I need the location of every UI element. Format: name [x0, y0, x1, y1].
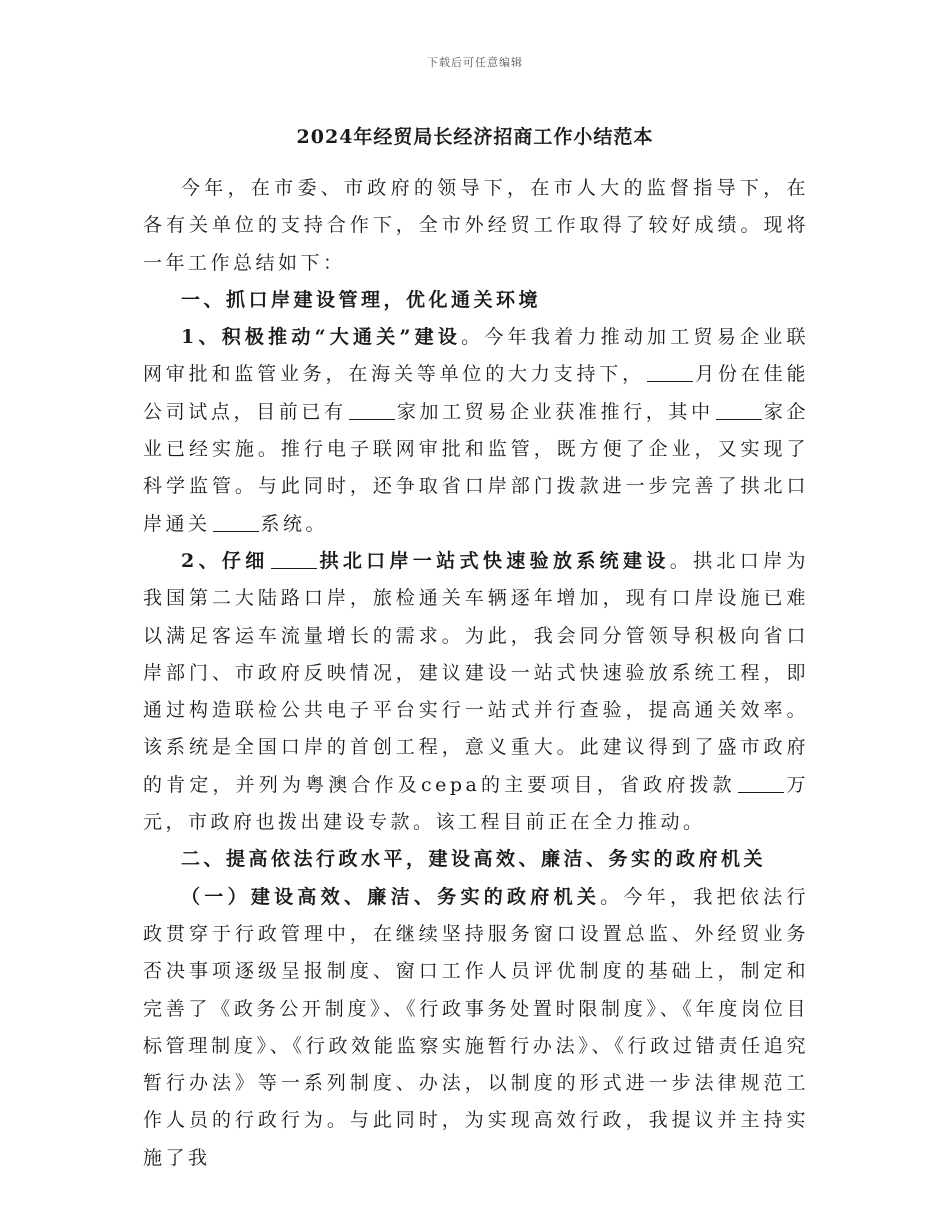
- paragraph-text: 月份在佳能公司试点，目前已有: [143, 363, 809, 423]
- paragraph-text: 系统。: [260, 512, 329, 535]
- item-lead: （一）建设高效、廉洁、务实的政府机关: [181, 885, 601, 908]
- heading-text: 二、提高依法行政水平，建设高效、廉洁、务实的政府机关: [181, 848, 767, 871]
- item-lead: 2、仔细: [181, 549, 269, 572]
- item-lead: 1、积极推动“大通关”建设: [181, 326, 462, 349]
- fill-blank: [738, 776, 784, 793]
- section-heading-2: [143, 841, 809, 878]
- heading-text: 一、抓口岸建设管理，优化通关环境: [181, 288, 542, 311]
- fill-blank: [271, 552, 317, 569]
- paragraph-text: 今年，在市委、市政府的领导下，在市人大的监督指导下，在各有关单位的支持合作下，全市外经贸工作取得了较好成绩。现将一年工作总结如下：: [143, 177, 809, 274]
- paragraph-item-2: [143, 543, 809, 841]
- fill-blank: [716, 403, 762, 420]
- fill-blank: [213, 515, 259, 532]
- header-note: 下载后可任意编辑: [427, 56, 523, 69]
- document-body: [143, 170, 809, 1177]
- paragraph-text: 万元，市政府也拨出建设专款。该工程目前正在全力推动。: [143, 773, 809, 834]
- paragraph-text: 。今年，我把依法行政贯穿于行政管理中，在继续坚持服务窗口设置总监、外经贸业务否决事项逐级呈报制度、窗口工作人员评优制度的基础上，制定和完善了《政务公开制度》、《行政事务处置时限制度》、《年度岗位目标管理制度》、《行政效能监察实施暂行办法》、《行政过错责任追究暂行办法》等一系列制度、办法，以制度的形式进一步法律规范工作人员的行政行为。与此同时，为实现高效行政，我提议并主持实施了我: [143, 885, 809, 1169]
- fill-blank: [647, 365, 693, 382]
- paragraph-subsection-1: [143, 879, 809, 1177]
- paragraph-text: 家企业已经实施。推行电子联网审批和监管，既方便了企业，又实现了科学监管。与此同时，还争取省口岸部门拨款进一步完善了拱北口岸通关: [143, 400, 809, 535]
- paragraph-item-1: [143, 319, 809, 543]
- fill-blank: [349, 403, 395, 420]
- document-title: 2024年经贸局长经济招商工作小结范本: [296, 126, 654, 148]
- paragraph-intro: [143, 170, 809, 282]
- paragraph-text: 。拱北口岸为我国第二大陆路口岸，旅检通关车辆逐年增加，现有口岸设施已难以满足客运车流量增长的需求。为此，我会同分管领导积极向省口岸部门、市政府反映情况，建议建设一站式快速验放系统工程，即通过构造联检公共电子平台实行一站式并行查验，提高通关效率。该系统是全国口岸的首创工程，意义重大。此建议得到了盛市政府的肯定，并列为粤澳合作及cepa的主要项目，省政府拨款: [143, 549, 809, 796]
- paragraph-text: 家加工贸易企业获准推行，其中: [396, 400, 714, 423]
- paragraph-text: 。今年我着力推动加工贸易企业联网审批和监管业务，在海关等单位的大力支持下，: [143, 326, 809, 386]
- section-heading-1: [143, 282, 809, 319]
- item-lead: 拱北口岸一站式快速验放系统建设: [318, 549, 670, 572]
